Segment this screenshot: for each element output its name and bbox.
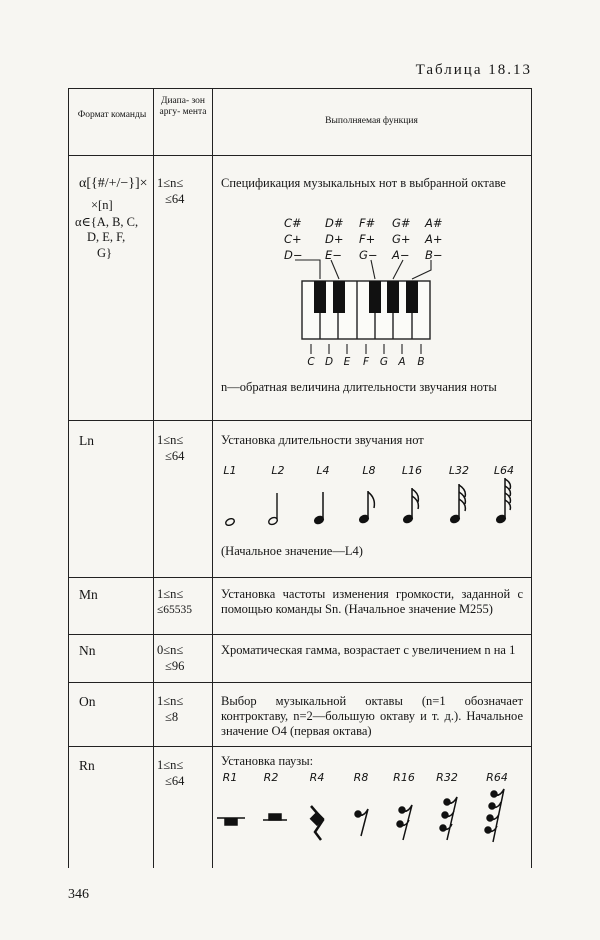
- note-label: C#: [284, 216, 302, 230]
- format-nn: Nn: [79, 643, 96, 658]
- format-rn: Rn: [79, 758, 95, 773]
- duration-label: L16: [401, 464, 423, 477]
- white-key-label: B: [417, 356, 425, 368]
- note-label: C+: [284, 232, 302, 246]
- note-label: A−: [392, 248, 410, 262]
- format-alpha-set-2: D, E, F,: [87, 230, 126, 244]
- duration-label: L2: [271, 464, 285, 477]
- rest-label: R2: [263, 771, 279, 784]
- note-label: D#: [325, 216, 344, 230]
- note-label: F#: [359, 216, 376, 230]
- format-ln: Ln: [79, 433, 94, 448]
- quarter-rest-icon: [311, 806, 324, 840]
- duration-label: L64: [493, 464, 515, 477]
- description-ln: Установка длительности звучания нот: [221, 433, 424, 447]
- range-nn: 0≤n≤: [157, 643, 184, 657]
- note-label: B−: [425, 248, 443, 262]
- description-nn: Хроматическая гамма, возрастает с увеличением n на 1: [221, 643, 516, 657]
- range-on-upper: ≤8: [165, 710, 179, 724]
- rest-label: R1: [222, 771, 238, 784]
- note-label: D−: [284, 248, 303, 262]
- range-ln-upper: ≤64: [165, 449, 185, 463]
- description-on: Выбор музыкальной октавы (n=1 обозначает контроктаву, n=2—большую октаву и т. д.). Начальное значение O4 (первая октава): [221, 694, 523, 738]
- note-label: G−: [359, 248, 378, 262]
- duration-label: L8: [362, 464, 376, 477]
- duration-label: L32: [448, 464, 470, 477]
- format-mn: Mn: [79, 587, 98, 602]
- white-key-label: F: [362, 356, 370, 368]
- note-label: E−: [325, 248, 342, 262]
- ln-default-value: (Начальное значение—L4): [221, 544, 363, 558]
- duration-label: L1: [223, 464, 237, 477]
- note-label: A+: [425, 232, 443, 246]
- range-mn-upper: ≤65535: [157, 604, 193, 616]
- description-mn: Установка частоты изменения громкости, заданной с помощью команды Sn. (Начальное значение M255): [221, 587, 523, 616]
- format-alpha-set-3: G}: [97, 246, 113, 260]
- white-key-label: C: [307, 356, 315, 368]
- commands-table: [68, 88, 532, 868]
- header-range: Диапа- зон аргу- мента: [159, 96, 207, 117]
- table-caption: Таблица 18.13: [415, 62, 532, 78]
- whole-rest-icon: [217, 818, 245, 825]
- rest-label: R16: [393, 771, 415, 784]
- page-number: 346: [68, 887, 89, 902]
- range-rn-upper: ≤64: [165, 774, 185, 788]
- white-key-label: D: [324, 356, 334, 368]
- note-label: A#: [425, 216, 443, 230]
- format-alpha-set: α∈{A, B, C,: [75, 215, 139, 229]
- range-mn: 1≤n≤: [157, 587, 184, 601]
- rest-label: R4: [309, 771, 325, 784]
- rest-durations-illustration: [69, 88, 531, 868]
- note-label: G#: [392, 216, 411, 230]
- half-rest-icon: [263, 814, 287, 820]
- white-key-label: A: [398, 356, 406, 368]
- header-format: Формат команды: [77, 110, 147, 120]
- note-label: D+: [325, 232, 344, 246]
- header-function: Выполняемая функция: [325, 116, 418, 126]
- eighth-rest-icon: [355, 809, 368, 836]
- sixty-fourth-rest-icon: [485, 789, 504, 842]
- format-alpha: α[{#/+/−}]×: [79, 176, 148, 191]
- rest-label: R64: [486, 771, 508, 784]
- range-1: 1≤n≤: [157, 176, 184, 190]
- note-label: F+: [359, 232, 376, 246]
- white-key-label: G: [379, 356, 389, 368]
- notes-footnote: n—обратная величина длительности звучания ноты: [221, 380, 497, 394]
- note-label: G+: [392, 232, 411, 246]
- rest-label: R8: [353, 771, 369, 784]
- range-rn: 1≤n≤: [157, 758, 184, 772]
- range-1-upper: ≤64: [165, 192, 185, 206]
- description-rn: Установка паузы:: [221, 754, 314, 768]
- format-on: On: [79, 694, 96, 709]
- duration-label: L4: [316, 464, 330, 477]
- white-key-label: E: [343, 356, 351, 368]
- thirty-second-rest-icon: [440, 797, 457, 840]
- description-notes: Спецификация музыкальных нот в выбранной октаве: [221, 176, 506, 190]
- range-nn-upper: ≤96: [165, 659, 185, 673]
- sixteenth-rest-icon: [397, 805, 412, 840]
- rest-label: R32: [436, 771, 458, 784]
- range-on: 1≤n≤: [157, 694, 184, 708]
- range-ln: 1≤n≤: [157, 433, 184, 447]
- format-alpha-n: ×[n]: [91, 198, 113, 212]
